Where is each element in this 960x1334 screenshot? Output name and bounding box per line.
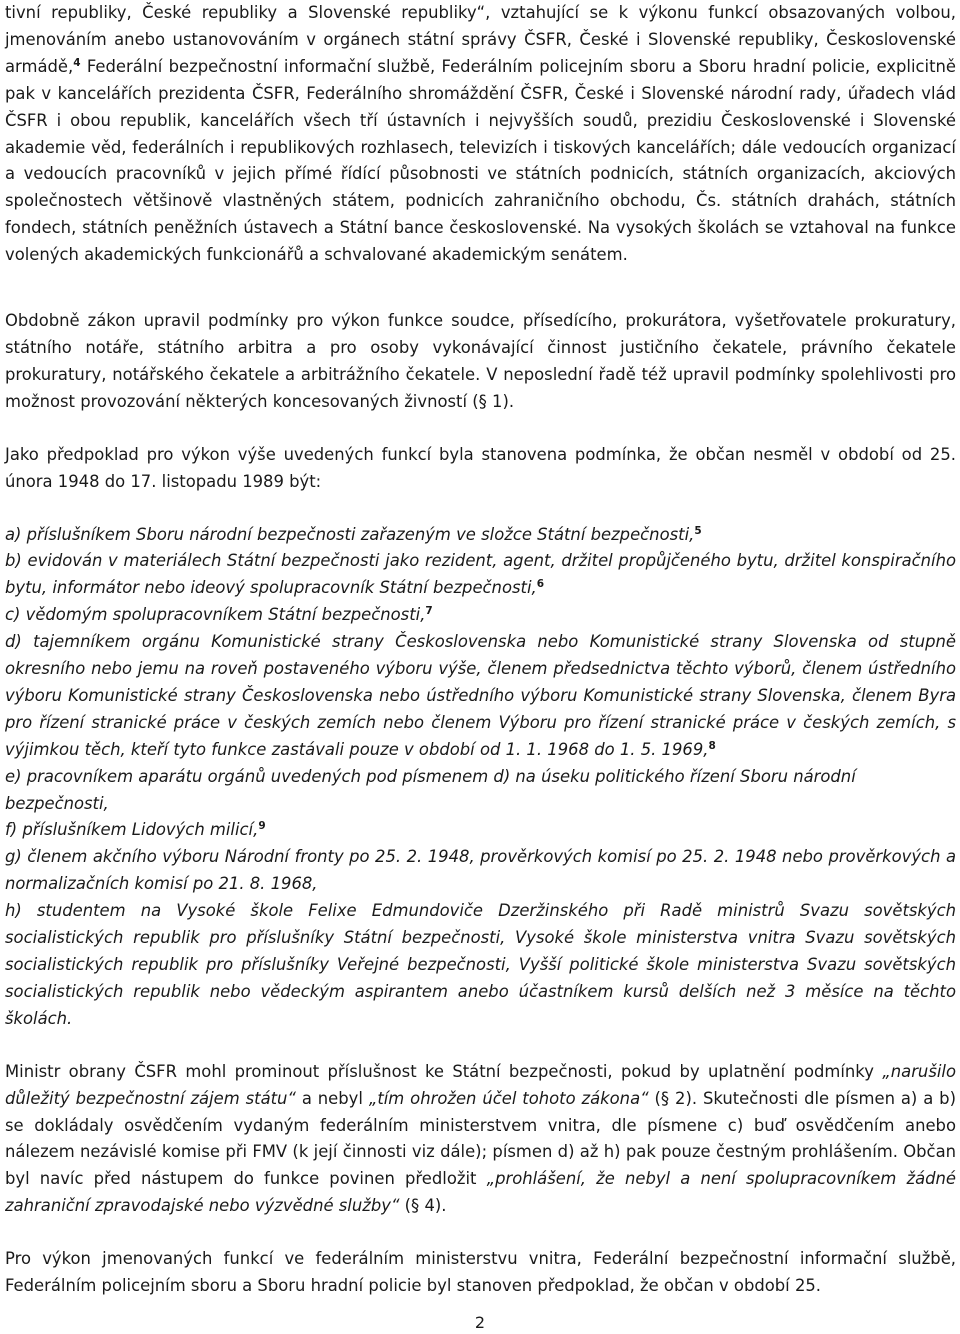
page-number: 2: [474, 1313, 486, 1332]
paragraph-text: tivní republiky, České republiky a Slovenské republiky“, vztahující se k výkonu funkcí obsazovaných volbou, jmenováním anebo ustanovováním v orgánech státní správy ČSFR, České i Slovenské republiky, Československé armádě,: [5, 3, 956, 76]
list-item: e) pracovníkem aparátu orgánů uvedených pod písmenem d) na úseku politického řízení Sboru národní bezpečnosti,: [5, 766, 856, 813]
list-item: b) evidován v materiálech Státní bezpečnosti jako rezident, agent, držitel propůjčeného bytu, držitel konspiračního bytu, informátor nebo ideový spolupracovník Státní bezpečnosti,$^6$: [5, 551, 956, 598]
list-item: g) členem akčního výboru Národní fronty po 25. 2. 1948, prověrkových komisí po 25. 2. 1948 nebo prověrkových a normalizačních komisí po 21. 8. 1968,: [5, 847, 956, 894]
paragraph-scope-of-functions: [5, 0, 956, 269]
quote: „tím ohrožen účel tohoto zákona“: [368, 1088, 649, 1108]
paragraph-judicial-functions: Obdobně zákon upravil podmínky pro výkon funkce soudce, přísedícího, prokurátora, vyšetřovatele prokuratury, státního notáře, státního arbitra a pro osoby vykonávající činnost justičního čekatele, právního čekatele prokuratury, notářského čekatele a arbitrážního čekatele. V neposlední řadě též upravil podmínky spolehlivosti pro možnost provozování některých koncesovaných živností (§ 1).: [5, 311, 956, 411]
footnote-marker: 7: [425, 605, 433, 618]
document-page: [5, 0, 956, 1300]
quote: „prohlášení, že nebyl a není spolupracovníkem žádné zahraniční zpravodajské nebo výzvědné služby“: [5, 1169, 956, 1216]
paragraph-text: Federální bezpečnostní informační službě, Federálním policejním sboru a Sboru hradní policie, explicitně pak v kancelářích prezidenta ČSFR, Federálního shromáždění ČSFR, České i Slovenské národní rady, úřadech vlád ČSFR i obou republik, kancelářích všech tří ústavních i nejvyšších soudů, prezidiu Československé i Slovenské akademie věd, federálních i republikových rozhlasech, televizích i tiskových kancelářích; dále vedoucích organizací a vedoucích pracovníků v jejich přímé řídící působnosti ve státních podnicích, státních organizacích, akciových společnostech většinově vlastněných státem, podnicích zahraničního obchodu, Čs. státních drahách, státních fondech, státních peněžních ústavech a Státní bance československé. Na vysokých školách se vztahoval na funkce volených akademických funkcionářů a schvalované akademickým senátem.: [5, 56, 956, 265]
list-item: h) studentem na Vysoké škole Felixe Edmundoviče Dzeržinského při Radě ministrů Svazu sovětských socialistických republik pro příslušníky Státní bezpečnosti, Vysoké škole ministerstva vnitra Svazu sovětských socialistických republik pro příslušníky Veřejné bezpečnosti, Vyšší politické škole ministerstva Svazu sovětských socialistických republik nebo vědeckým aspirantem anebo účastníkem kursů delších než 3 měsíce na těchto školách.: [5, 901, 956, 1028]
footnote-marker: 9: [258, 820, 266, 833]
list-item: f) příslušníkem Lidových milicí,$^9$: [5, 820, 266, 840]
list-item: c) vědomým spolupracovníkem Státní bezpečnosti,$^7$: [5, 605, 433, 625]
conditions-list: [5, 522, 956, 1033]
footnote-marker: 4: [73, 56, 81, 69]
footnote-marker: 6: [536, 578, 545, 591]
paragraph-condition-intro: Jako předpoklad pro výkon výše uvedených funkcí byla stanovena podmínka, že občan nesměl v období od 25. února 1948 do 17. listopadu 1989 být:: [5, 444, 956, 491]
footnote-marker: 8: [708, 739, 716, 752]
list-item: a) příslušníkem Sboru národní bezpečnosti zařazeným ve složce Státní bezpečnosti,$^5$: [5, 524, 702, 544]
footnote-marker: 5: [694, 524, 702, 537]
list-item: d) tajemníkem orgánu Komunistické strany Československa nebo Komunistické strany Slovenska od stupně okresního nebo jemu na roveň postaveného výboru výše, členem předsednictva těchto výborů, členem ústředního výboru Komunistické strany Československa nebo ústředního výboru Komunistické strany Slovenska, členem Byra pro řízení stranické práce v českých zemích nebo členem Výboru pro řízení stranické práce v českých zemích, s výjimkou těch, kteří tyto funkce zastávali pouze v období od 1. 1. 1968 do 1. 5. 1969,$^8$: [5, 632, 956, 759]
paragraph-interior-ministry: Pro výkon jmenovaných funkcí ve federálním ministerstvu vnitra, Federální bezpečnostní informační službě, Federálním policejním sboru a Sboru hradní policie byl stanoven předpoklad, že občan v období 25.: [5, 1249, 956, 1296]
paragraph-minister-exemption: Ministr obrany ČSFR mohl prominout příslušnost ke Státní bezpečnosti, pokud by uplatnění podmínky „narušilo důležitý bezpečnostní zájem státu“ a nebyl „tím ohrožen účel tohoto zákona“ (§ 2). Skutečnosti dle písmen a) a b) se dokládaly osvědčením vydaným federálním ministerstvem vnitra, dle písmene c) buď osvědčením anebo nálezem nezávislé komise při FMV (k její činnosti viz dále); písmen d) až h) pak pouze čestným prohlášením. Občan byl navíc před nástupem do funkce povinen předložit „prohlášení, že nebyl a není spolupracovníkem žádné zahraniční zpravodajské nebo výzvědné služby“ (§ 4).: [5, 1061, 956, 1216]
quote: „narušilo důležitý bezpečnostní zájem státu“: [5, 1061, 956, 1108]
